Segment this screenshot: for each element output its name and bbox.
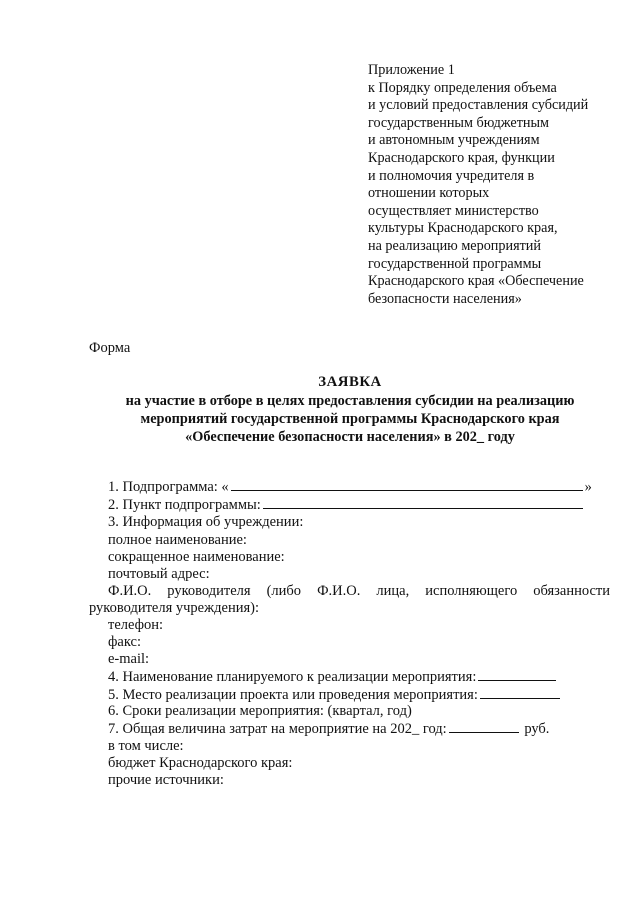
event-name-row [108, 668, 558, 686]
document-subtitle-line: «Обеспечение безопасности населения» в 202_ году [185, 429, 515, 445]
currency-label: руб. [524, 721, 550, 737]
subprogram-point-blank[interactable] [263, 496, 583, 509]
appendix-line: Краснодарского края, функции [368, 149, 555, 166]
subprogram-close-quote: » [584, 479, 592, 495]
other-sources-label: прочие источники: [108, 772, 224, 788]
appendix-line: к Порядку определения объема [368, 79, 557, 96]
subprogram-row [108, 478, 592, 496]
email-label: e-mail: [108, 651, 150, 667]
event-place-label: 5. Место реализации проекта или проведения мероприятия: [108, 687, 478, 703]
subprogram-blank[interactable] [231, 478, 583, 491]
subprogram-label: 1. Подпрограмма: « [108, 479, 229, 495]
appendix-line: на реализацию мероприятий [368, 237, 541, 254]
appendix-line: Приложение 1 [368, 62, 455, 78]
appendix-line: и автономным учреждениям [368, 132, 540, 149]
event-place-blank[interactable] [480, 686, 560, 699]
subprogram-point-label: 2. Пункт подпрограммы: [108, 497, 261, 513]
short-name-label: сокращенное наименование: [108, 549, 285, 565]
total-cost-blank[interactable] [449, 720, 519, 733]
phone-label: телефон: [108, 617, 164, 633]
appendix-line: и условий предоставления субсидий [368, 97, 589, 114]
appendix-line: государственным бюджетным [368, 114, 550, 131]
institution-info-heading: 3. Информация об учреждении: [108, 514, 304, 530]
event-terms-label: 6. Сроки реализации мероприятия: (квартал, год) [108, 703, 412, 719]
appendix-line: и полномочия учредителя в [368, 167, 535, 184]
total-cost-label: 7. Общая величина затрат на мероприятие на 202_ год: [108, 721, 447, 737]
fax-label: факс: [108, 634, 141, 650]
head-name-label-line2: руководителя учреждения): [89, 600, 259, 616]
event-name-blank[interactable] [478, 668, 556, 681]
regional-budget-label: бюджет Краснодарского края: [108, 755, 293, 771]
appendix-line: государственной программы [368, 255, 542, 272]
total-cost-row [108, 720, 549, 738]
head-name-label-line1: Ф.И.О. руководителя (либо Ф.И.О. лица, исполняющего обязанности [108, 583, 610, 599]
including-label: в том числе: [108, 738, 184, 754]
full-name-label: полное наименование: [108, 532, 247, 548]
appendix-line: осуществляет министерство [368, 202, 539, 219]
event-name-label: 4. Наименование планируемого к реализации мероприятия: [108, 669, 477, 685]
appendix-line: Краснодарского края «Обеспечение [368, 273, 584, 290]
subprogram-point-row [108, 496, 585, 514]
form-label: Форма [89, 340, 131, 356]
event-place-row [108, 686, 562, 704]
appendix-block [368, 62, 630, 308]
document-subtitle-line: на участие в отборе в целях предоставления субсидии на реализацию [125, 393, 575, 409]
document-subtitle-line: мероприятий государственной программы Краснодарского края [140, 411, 560, 427]
appendix-line: отношении которых [368, 185, 490, 202]
postal-address-label: почтовый адрес: [108, 566, 210, 582]
appendix-line: безопасности населения» [368, 290, 522, 307]
appendix-line: культуры Краснодарского края, [368, 220, 558, 237]
document-title: ЗАЯВКА [318, 374, 382, 390]
